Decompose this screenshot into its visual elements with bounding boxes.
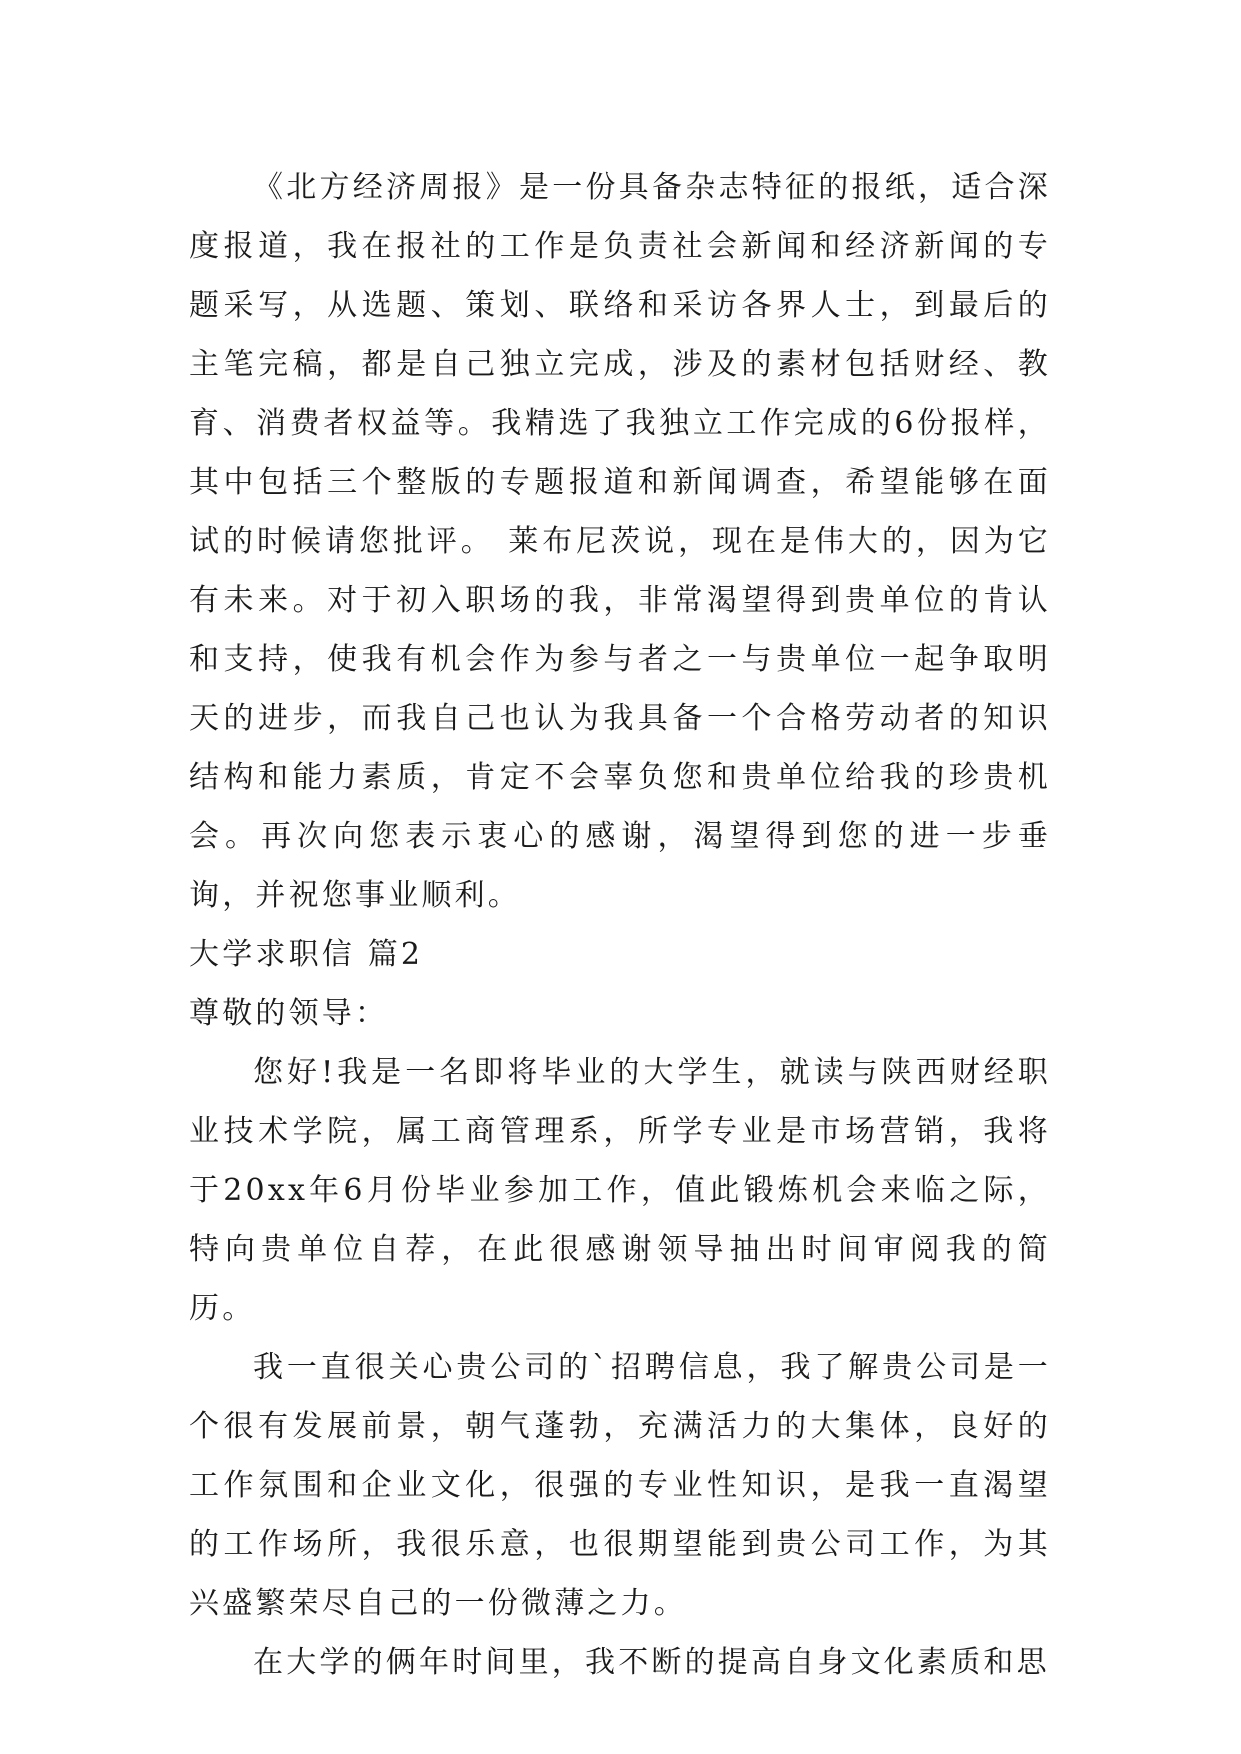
salutation: 尊敬的领导：	[189, 996, 389, 1031]
body-paragraph: 在大学的俩年时间里，我不断的提高自身文化素质和思	[253, 1645, 1050, 1680]
body-paragraph: 我一直很关心贵公司的`招聘信息，我了解贵公司是一个很有发展前景，朝气蓬勃，充满活力的大集体，良好的工作氛围和企业文化，很强的专业性知识，是我一直渴望的工作场所，我很乐意，也很期望能到贵公司工作，为其兴盛繁荣尽自己的一份微薄之力。	[189, 1350, 1051, 1621]
body-paragraph: 您好!我是一名即将毕业的大学生，就读与陕西财经职业技术学院，属工商管理系，所学专业是市场营销，我将于20xx年6月份毕业参加工作，值此锻炼机会来临之际，特向贵单位自荐，在此很感谢领导抽出时间审阅我的简历。	[189, 1055, 1051, 1326]
body-paragraph: 《北方经济周报》是一份具备杂志特征的报纸，适合深度报道，我在报社的工作是负责社会新闻和经济新闻的专题采写，从选题、策划、联络和采访各界人士，到最后的主笔完稿，都是自己独立完成，涉及的素材包括财经、教育、消费者权益等。我精选了我独立工作完成的6份报样，其中包括三个整版的专题报道和新闻调查，希望能够在面试的时候请您批评。 莱布尼茨说，现在是伟大的，因为它有未来。对于初入职场的我，非常渴望得到贵单位的肯认和支持，使我有机会作为参与者之一与贵单位一起争取明天的进步，而我自己也认为我具备一个合格劳动者的知识结构和能力素质，肯定不会辜负您和贵单位给我的珍贵机会。再次向您表示衷心的感谢，渴望得到您的进一步垂询，并祝您事业顺利。	[189, 170, 1051, 913]
section-heading: 大学求职信 篇2	[189, 937, 424, 972]
document-page	[189, 158, 1051, 1692]
